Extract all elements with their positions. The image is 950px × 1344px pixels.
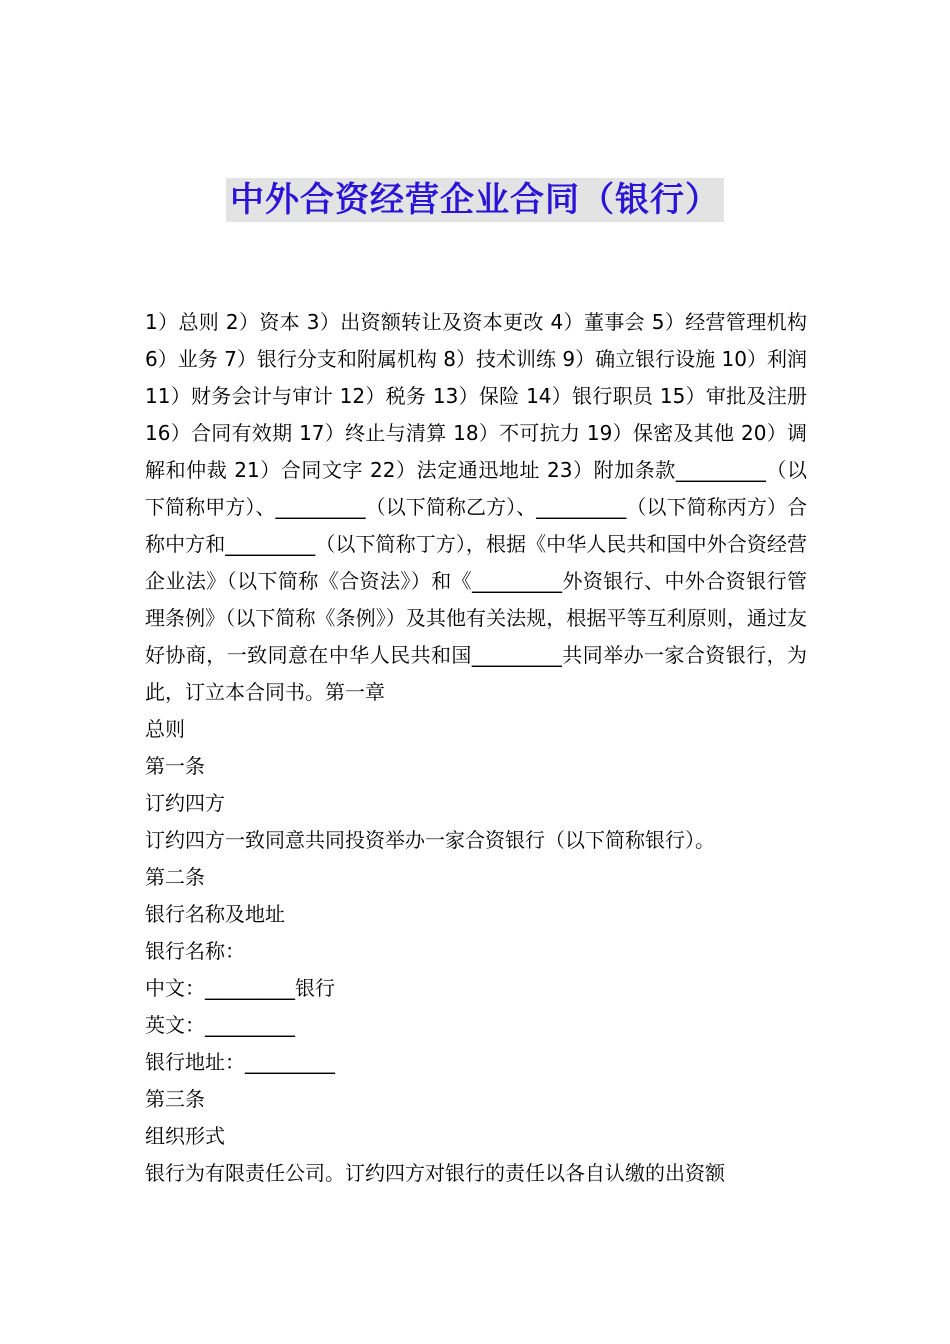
article-text: 银行地址：_________: [145, 1050, 335, 1074]
article-text: 中文：_________银行: [145, 976, 335, 1000]
article-title: 订约四方: [145, 791, 225, 815]
title-container: [0, 178, 950, 222]
article-text: 银行为有限责任公司。订约四方对银行的责任以各自认缴的出资额: [145, 1161, 725, 1185]
article-title: 银行名称及地址: [145, 902, 285, 926]
document-title: 中外合资经营企业合同（银行）: [226, 178, 724, 222]
article-title: 组织形式: [145, 1124, 225, 1148]
article-number: 第三条: [145, 1087, 205, 1111]
article-text: 英文：_________: [145, 1013, 295, 1037]
article-text: 银行名称：: [145, 939, 245, 963]
article-number: 第一条: [145, 754, 205, 778]
article-number: 第二条: [145, 865, 205, 889]
article-text: 订约四方一致同意共同投资举办一家合资银行（以下简称银行）。: [145, 828, 715, 852]
intro-paragraph: 1）总则 2）资本 3）出资额转让及资本更改 4）董事会 5）经营管理机构 6）业务 7）银行分支和附属机构 8）技术训练 9）确立银行设施 10）利润 11）财务会计与审计 12）税务 13）保险 14）银行职员 15）审批及注册 16）合同有效期 17）终止与清算 18）不可抗力 19）保密及其他 20）调解和仲裁 21）合同文字 22）法定通迅地址 23）附加条款_________（以下简称甲方）、_________（以下简称乙方）、_________（以下简称丙方）合称中方和_________（以下简称丁方），根据《中华人民共和国中外合资经营企业法》（以下简称《合资法》）和《_________外资银行、中外合资银行管理条例》（以下简称《条例》）及其他有关法规，根据平等互利原则，通过友好协商，一致同意在中华人民共和国_________共同举办一家合资银行，为此，订立本合同书。第一章: [145, 310, 807, 704]
document-body: [145, 304, 807, 1192]
chapter-heading: 总则: [145, 717, 185, 741]
